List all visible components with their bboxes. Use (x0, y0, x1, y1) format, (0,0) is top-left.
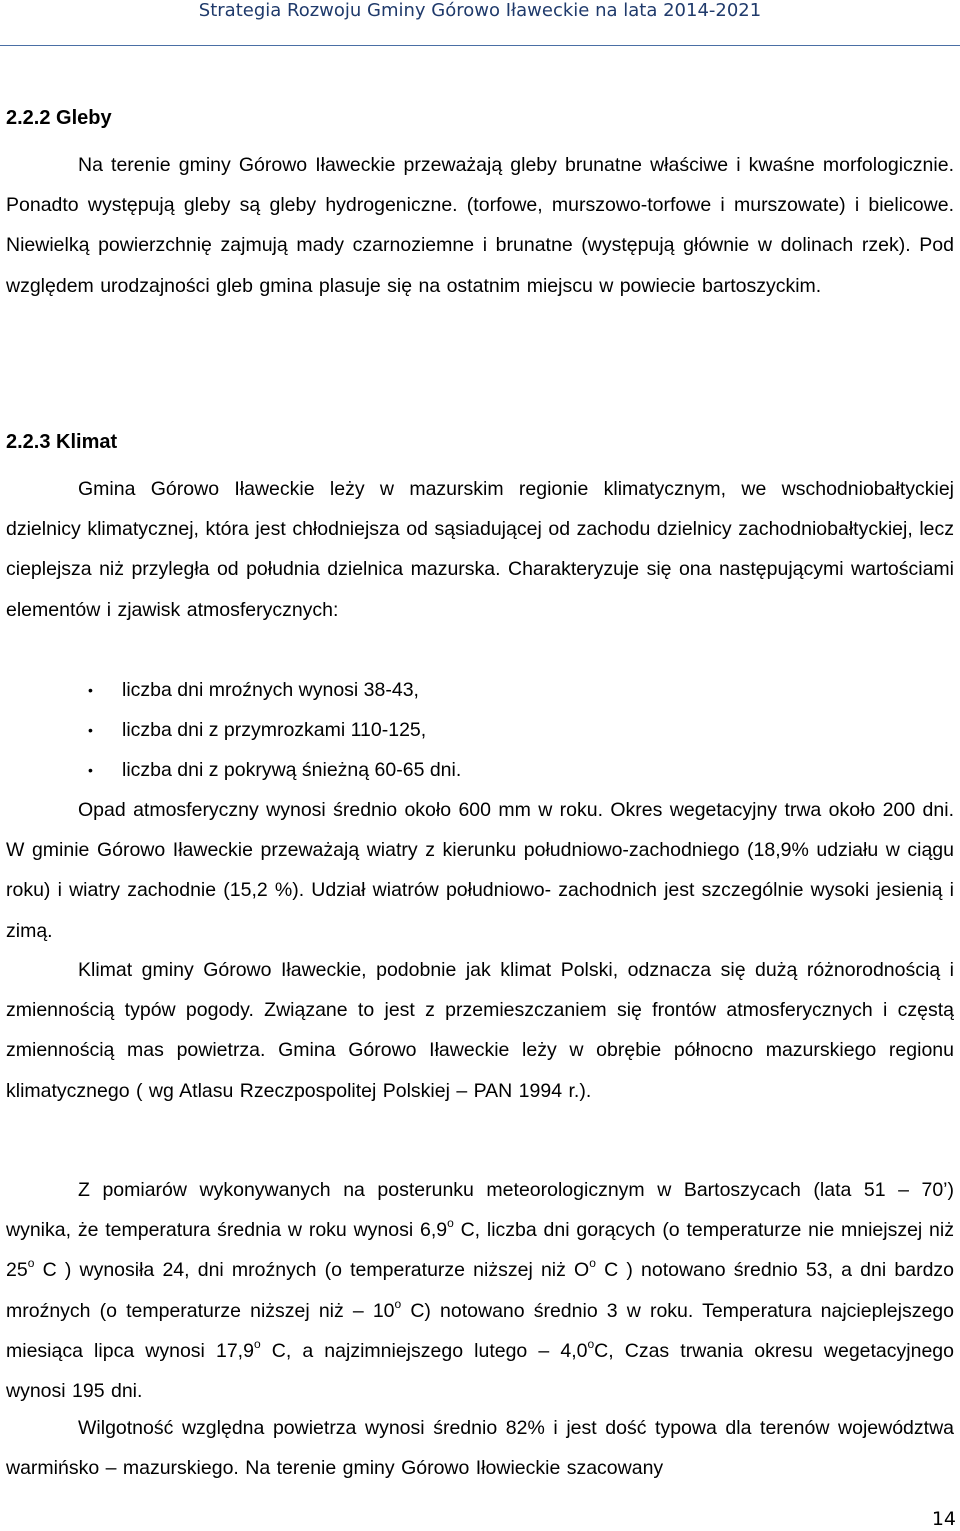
degree-mark: o (253, 1336, 261, 1351)
measurements-text-6: C, a najzimniejszego lutego – 4,0 (260, 1339, 588, 1362)
paragraph-weather-variability: Klimat gminy Górowo Iławeckie, podobnie jak klimat Polski, odznacza się dużą różnorodnością i zmiennością typów pogody. Związane to jest z przemieszczaniem się frontów atmosferycznych i częstą zmiennością mas powietrza. Gmina Górowo Iławeckie leży w obrębie północno mazurskiego regionu klimatycznego ( wg Atlasu Rzeczpospolitej Polskiej – PAN 1994 r.). (6, 959, 954, 1102)
paragraph-humidity: Wilgotność względna powietrza wynosi średnio 82% i jest dość typowa dla terenów województwa warmińsko – mazurskiego. Na terenie gminy Górowo Iłowieckie szacowany (6, 1417, 954, 1480)
list-item-text: liczba dni z przymrozkami 110-125, (122, 719, 427, 742)
degree-mark: o (27, 1256, 35, 1271)
measurements-text-1: Z pomiarów wykonywanych na posterunku meteorologicznym w Bartoszycach (lata 51 – 70’) wynika, że temperatura średnia w roku wynosi 6,9 (6, 1179, 954, 1242)
measurements-text-4: C ) notowano średnio 53, a dni bardzo mroźnych (o temperaturze niższej niż – 10 (6, 1259, 955, 1322)
degree-mark: o (589, 1256, 596, 1271)
bullet-icon: • (88, 722, 93, 739)
header-divider (0, 45, 960, 46)
heading-soils: 2.2.2 Gleby (6, 107, 112, 129)
degree-mark: o (587, 1336, 595, 1351)
bullet-icon: • (88, 682, 93, 698)
paragraph-precipitation: Opad atmosferyczny wynosi średnio około 600 mm w roku. Okres wegetacyjny trwa około 200 dni. W gminie Górowo Iławeckie przeważają wiatry z kierunku południowo-zachodniego (18,9% udziału w ciągu roku) i wiatry zachodnie (15,2 %). Udział wiatrów południowo- zachodnich jest szczególnie wysoki jesienią i zimą. (6, 799, 954, 942)
page-number: 14 (931, 1508, 956, 1530)
degree-mark: o (394, 1296, 402, 1311)
list-item-text: liczba dni z pokrywą śnieżną 60-65 dni. (122, 759, 462, 782)
measurements-text-3: C ) wynosiła 24, dni mroźnych (o temperaturze niższej niż O (34, 1259, 590, 1282)
bullet-icon: • (88, 762, 93, 779)
measurements-text-5: C) notowano średnio 3 w roku. Temperatura najcieplejszego miesiąca lipca wynosi 17,9 (6, 1299, 954, 1362)
paragraph-soils: Na terenie gminy Górowo Iławeckie przeważają gleby brunatne właściwe i kwaśne morfologicznie. Ponadto występują gleby są gleby hydrogeniczne. (torfowe, murszowo-torfowe i murszowate) i bielicowe. Niewielką powierzchnię zajmują mady czarnoziemne i brunatne (występują głównie w dolinach rzek). Pod względem urodzajności gleb gmina plasuje się na ostatnim miejscu w powiecie bartoszyckim. (6, 154, 954, 297)
list-item-text: liczba dni mroźnych wynosi 38-43, (122, 679, 419, 701)
running-header (0, 0, 960, 46)
measurements-text-7: C, Czas trwania okresu wegetacyjnego wynosi 195 dni. (6, 1339, 954, 1403)
list-item (80, 670, 940, 710)
running-header-title: Strategia Rozwoju Gminy Górowo Iławeckie na lata 2014-2021 (198, 0, 762, 21)
measurements-text-2: C, liczba dni gorących (o temperaturze nie mniejszej niż 25 (6, 1219, 954, 1282)
list-item (80, 710, 940, 750)
paragraph-measurements (6, 1170, 954, 1411)
list-item (80, 750, 940, 790)
climate-bullet-list (80, 670, 940, 791)
heading-climate: 2.2.3 Klimat (6, 431, 118, 453)
degree-mark: o (447, 1216, 454, 1231)
paragraph-climate-intro: Gmina Górowo Iławeckie leży w mazurskim regionie klimatycznym, we wschodniobałtyckiej dzielnicy klimatycznej, która jest chłodniejsza od sąsiadującej od zachodu dzielnicy zachodniobałtyckiej, lecz cieplejsza niż przyległa od południa dzielnica mazurska. Charakteryzuje się ona następującymi wartościami elementów i zjawisk atmosferycznych: (6, 478, 954, 621)
